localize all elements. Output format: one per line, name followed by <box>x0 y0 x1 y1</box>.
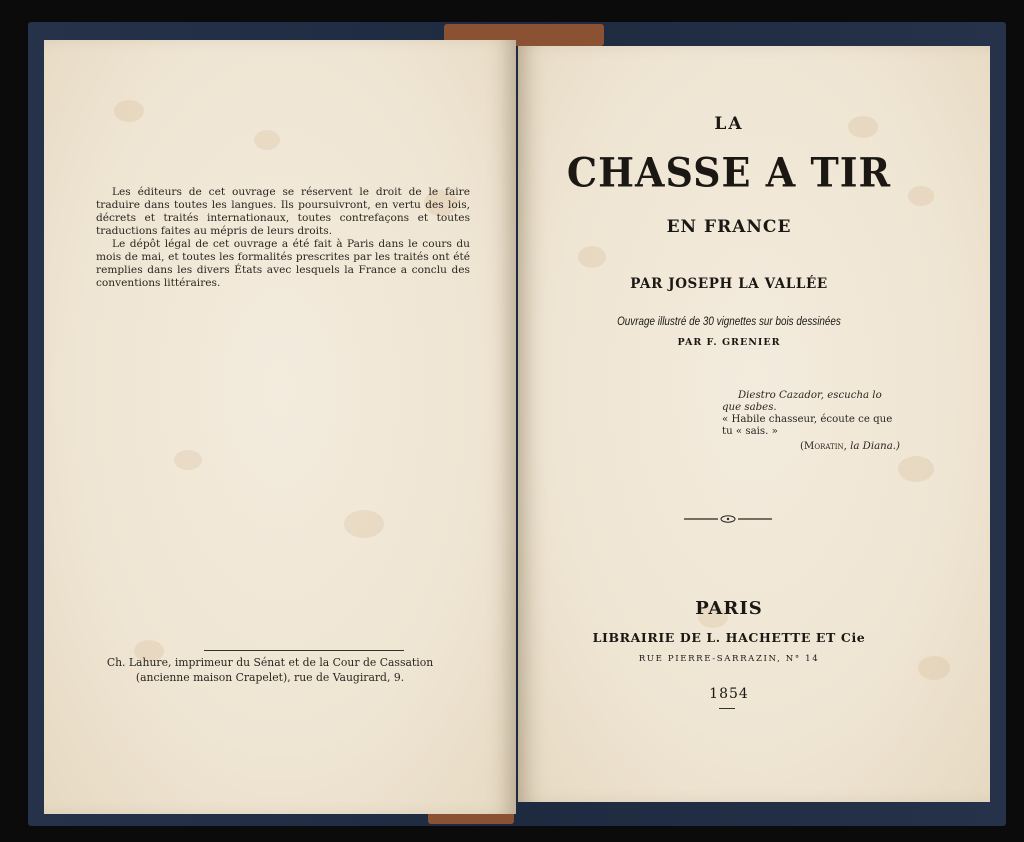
epigraph-source <box>722 441 900 453</box>
epigraph-source-author: (Moratin, <box>799 441 851 452</box>
year-underline <box>719 708 735 709</box>
epigraph-source-work: la Diana.) <box>850 441 900 452</box>
publisher-address: RUE PIERRE-SARRAZIN, N° 14 <box>638 654 820 664</box>
divider-rule <box>204 650 404 651</box>
illustrator-line: PAR F. GRENIER <box>677 337 781 348</box>
notice-paragraph-2: Le dépôt légal de cet ouvrage a été fait à Paris dans le cours du mois de mai, et toutes les formalités prescrites par les traités ont été remplies dans les divers États avec lesquels la France a conclu des conventions littéraires. <box>96 238 470 289</box>
publisher: LIBRAIRIE DE L. HACHETTE ET Cie <box>592 630 866 645</box>
ornament-icon <box>684 512 772 526</box>
epigraph-french: « Habile chasseur, écoute ce que tu « sais. » <box>722 414 893 437</box>
epigraph <box>722 390 900 453</box>
left-page <box>44 40 516 814</box>
publication-city: PARIS <box>695 598 763 619</box>
publication-year: 1854 <box>709 686 749 702</box>
printer-line-1: Ch. Lahure, imprimeur du Sénat et de la Cour de Cassation <box>106 656 434 669</box>
rights-notice <box>96 186 470 290</box>
printer-line-2: (ancienne maison Crapelet), rue de Vaugirard, 9. <box>135 671 405 684</box>
illustration-note: Ouvrage illustré de 30 vignettes sur bois dessinées <box>617 316 841 328</box>
book-subtitle: EN FRANCE <box>666 217 792 237</box>
title-article: LA <box>714 114 744 134</box>
notice-paragraph-1: Les éditeurs de cet ouvrage se réservent le droit de le faire traduire dans toutes les langues. Ils poursuivront, en vertu des lois, décrets et traités internationaux, toutes contrefaçons et toutes traductions faites au mépris de leurs droits. <box>96 186 470 237</box>
book-title: CHASSE A TIR <box>566 148 892 197</box>
epigraph-spanish: Diestro Cazador, escucha lo que sabes. <box>722 390 882 413</box>
author-line: PAR JOSEPH LA VALLÉE <box>630 276 828 292</box>
